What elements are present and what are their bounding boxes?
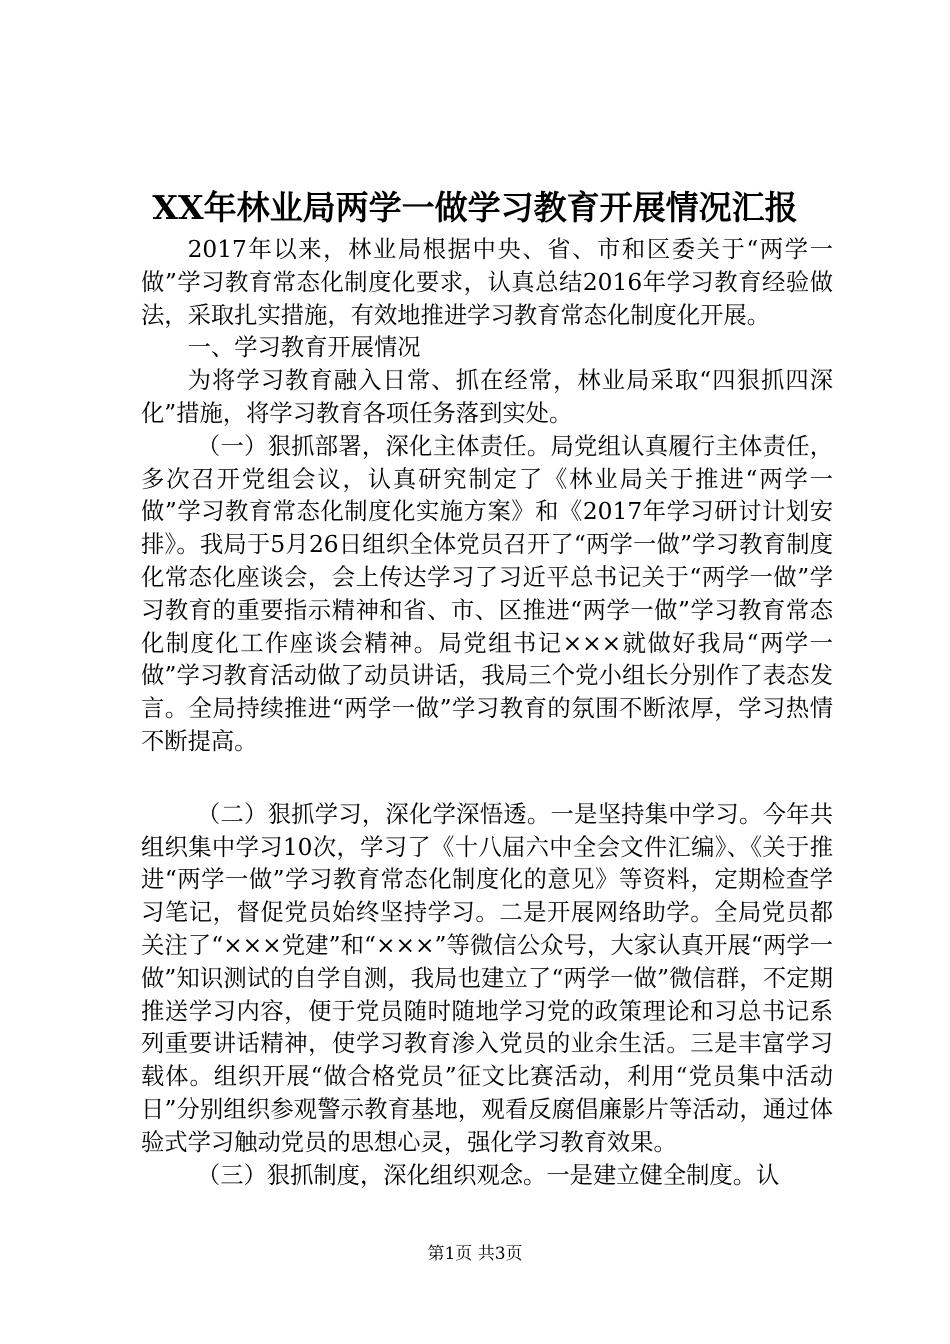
paragraph-item-3: （三）狠抓制度，深化组织观念。一是建立健全制度。认 [196, 1161, 780, 1189]
paragraph-overview: 为将学习教育融入日常、抓在经常，林业局采取“四狠抓四深化”措施，将学习教育各项任务落到实处。 [141, 367, 833, 427]
page-footer: 第1页 共3页 [427, 1244, 523, 1264]
paragraph-item-1: （一）狠抓部署，深化主体责任。局党组认真履行主体责任，多次召开党组会议，认真研究制定了《林业局关于推进“两学一做”学习教育常态化制度化实施方案》和《2017年学习研讨计划安排》。我局于5月26日组织全体党员召开了“两学一做”学习教育制度化常态化座谈会，会上传达学习了习近平总书记关于“两学一做”学习教育的重要指示精神和省、市、区推进“两学一做”学习教育常态化制度化工作座谈会精神。局党组书记×××就做好我局“两学一做”学习教育活动做了动员讲话，我局三个党小组长分别作了表态发言。全局持续推进“两学一做”学习教育的氛围不断浓厚，学习热情不断提高。 [141, 432, 833, 755]
document-title: XX年林业局两学一做学习教育开展情况汇报 [152, 188, 798, 227]
paragraph-item-2: （二）狠抓学习，深化学深悟透。一是坚持集中学习。今年共组织集中学习10次，学习了《十八届六中全会文件汇编》、《关于推进“两学一做”学习教育常态化制度化的意见》等资料，定期检查学习笔记，督促党员始终坚持学习。二是开展网络助学。全局党员都关注了“×××党建”和“×××”等微信公众号，大家认真开展“两学一做”知识测试的自学自测，我局也建立了“两学一做”微信群，不定期推送学习内容，便于党员随时随地学习党的政策理论和习总书记系列重要讲话精神，使学习教育渗入党员的业余生活。三是丰富学习载体。组织开展“做合格党员”征文比赛活动，利用“党员集中活动日”分别组织参观警示教育基地，观看反腐倡廉影片等活动，通过体验式学习触动党员的思想心灵，强化学习教育效果。 [141, 800, 833, 1156]
section-heading: 一、学习教育开展情况 [187, 334, 421, 362]
paragraph-gap [141, 759, 833, 799]
document-body [141, 234, 833, 1192]
paragraph-intro: 2017年以来，林业局根据中央、省、市和区委关于“两学一做”学习教育常态化制度化要求，认真总结2016年学习教育经验做法，采取扎实措施，有效地推进学习教育常态化制度化开展。 [141, 236, 833, 329]
